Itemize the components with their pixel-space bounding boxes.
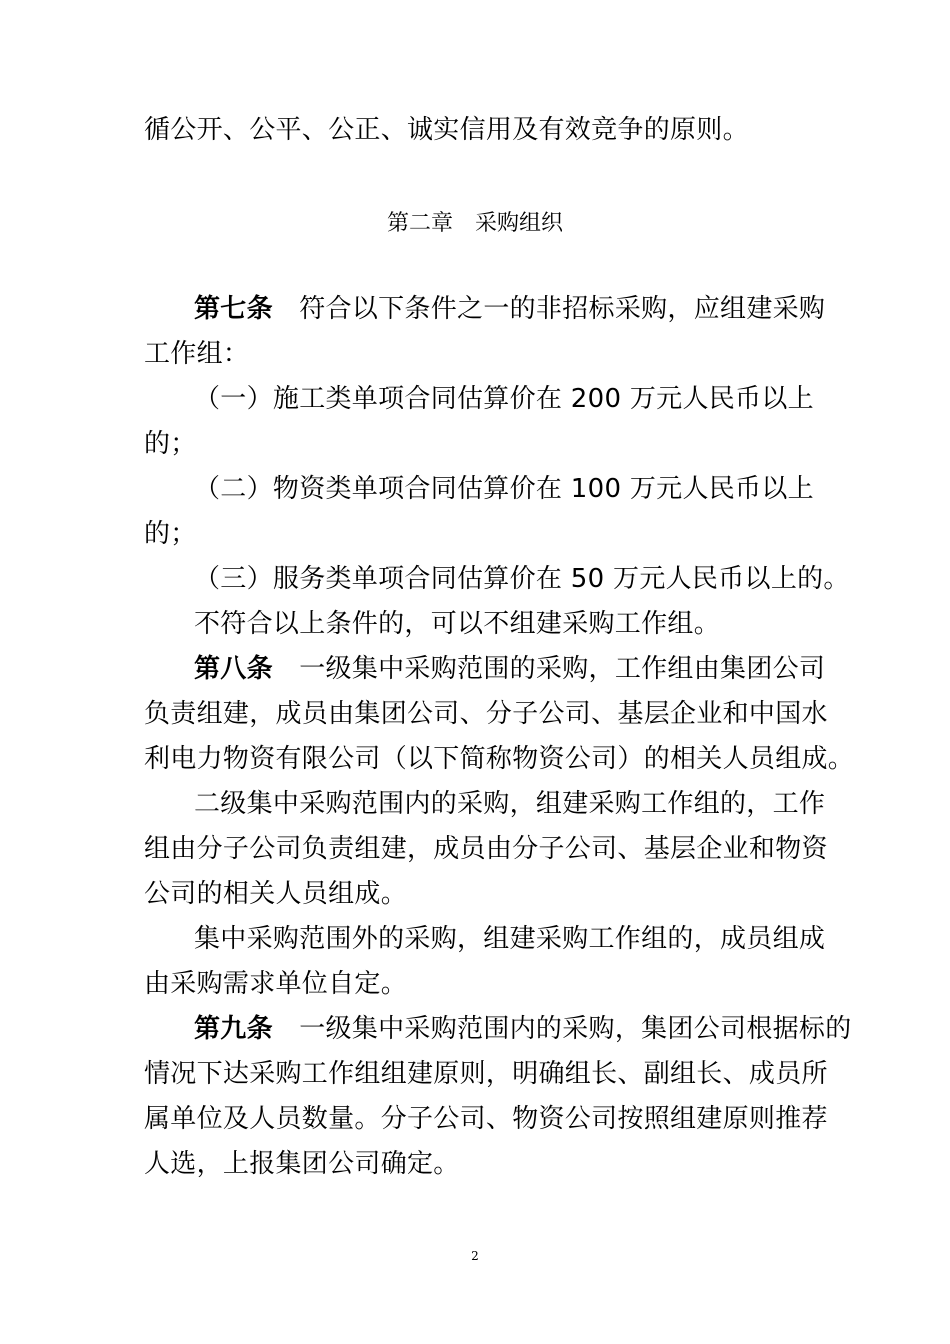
- article8-line2: 负责组建，成员由集团公司、分子公司、基层企业和中国水: [144, 699, 828, 729]
- article8-p3-line2: 由采购需求单位自定。: [144, 969, 408, 999]
- article7-item3: （三）服务类单项合同估算价在 50 万元人民币以上的。: [194, 564, 850, 594]
- body-line: 循公开、公平、公正、诚实信用及有效竞争的原则。: [144, 115, 749, 145]
- article7-item1-line1: （一）施工类单项合同估算价在 200 万元人民币以上: [194, 384, 814, 414]
- article8-p3-line1: 集中采购范围外的采购，组建采购工作组的，成员组成: [194, 924, 826, 954]
- article8-label: 第八条: [194, 654, 273, 684]
- article8-text: 一级集中采购范围的采购，工作组由集团公司: [299, 654, 826, 684]
- article8-p2-line1: 二级集中采购范围内的采购，组建采购工作组的，工作: [194, 789, 826, 819]
- article9-line4: 人选，上报集团公司确定。: [144, 1149, 460, 1179]
- article7-label: 第七条: [194, 294, 273, 324]
- article9-label: 第九条: [194, 1014, 273, 1044]
- article8-p2-line3: 公司的相关人员组成。: [144, 879, 408, 909]
- article7-line1: [194, 289, 826, 329]
- article7-item2-line2: 的；: [144, 519, 197, 549]
- article9-line2: 情况下达采购工作组组建原则，明确组长、副组长、成员所: [144, 1059, 828, 1089]
- article8-line1: [194, 649, 826, 689]
- article8-line3: 利电力物资有限公司（以下简称物资公司）的相关人员组成。: [144, 744, 855, 774]
- chapter-title: 第二章 采购组织: [386, 211, 563, 236]
- article7-item2-line1: （二）物资类单项合同估算价在 100 万元人民币以上: [194, 474, 814, 504]
- article8-p2-line2: 组由分子公司负责组建，成员由分子公司、基层企业和物资: [144, 834, 828, 864]
- article7-note: 不符合以上条件的，可以不组建采购工作组。: [194, 609, 721, 639]
- article7-item1-line2: 的；: [144, 429, 197, 459]
- article7-text: 符合以下条件之一的非招标采购，应组建采购: [299, 294, 826, 324]
- article9-line3: 属单位及人员数量。分子公司、物资公司按照组建原则推荐: [144, 1104, 828, 1134]
- article9-line1: [194, 1009, 852, 1049]
- article9-text: 一级集中采购范围内的采购，集团公司根据标的: [299, 1014, 852, 1044]
- page-number: 2: [471, 1249, 479, 1263]
- article7-line2: 工作组：: [144, 339, 250, 369]
